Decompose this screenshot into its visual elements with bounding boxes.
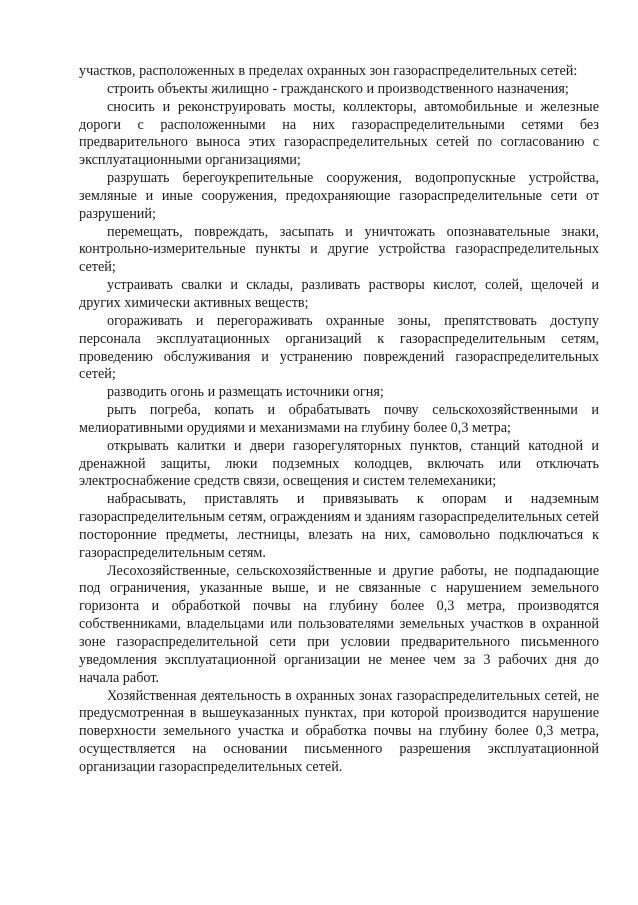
paragraph-fire: разводить огонь и размещать источники огня; (107, 384, 384, 401)
paragraph-continuation: участков, расположенных в пределах охранных зон газораспределительных сетей: (79, 63, 578, 79)
paragraph-dumps: устраивать свалки и склады, разливать растворы кислот, солей, щелочей и других химически активных веществ; (79, 277, 599, 311)
paragraph-demolish-bridges: сносить и реконструировать мосты, коллекторы, автомобильные и железные дороги с расположенными на них газораспределительными сетями без предварительного выноса этих газораспределительных сетей по согласованию с эксплуатационными организациями; (79, 98, 599, 169)
paragraph-economic-activity: Хозяйственная деятельность в охранных зонах газораспределительных сетей, не предусмотренная в вышеуказанных пунктах, при которой производится нарушение поверхности земельного участка и обработка почвы на глубину более 0,3 метра, осуществляется на основании письменного разрешения эксплуатационной организации газораспределительных сетей. (79, 687, 599, 775)
paragraph-build-objects: строить объекты жилищно - гражданского и производственного назначения; (107, 80, 569, 97)
paragraph-destroy-structures: разрушать берегоукрепительные сооружения, водопропускные устройства, земляные и иные сооружения, предохраняющие газораспределительные сети от разрушений; (79, 170, 599, 222)
paragraph-attach-objects: набрасывать, приставлять и привязывать к опорам и надземным газораспределительным сетям, ограждениям и зданиям газораспределительных сетей посторонние предметы, лестницы, влезать на них, самовольно подключаться к газораспределительным сетям. (79, 491, 599, 561)
paragraph-forestry-works: Лесохозяйственные, сельскохозяйственные и другие работы, не подпадающие под ограничения, указанные выше, и не связанные с нарушением земельного горизонта и обработкой почвы на глубину более 0,3 метра, производятся собственниками, владельцами или пользователями земельных участков в охранной зоне газораспределительной сети при условии предварительного письменного уведомления эксплуатационной организации не менее чем за 3 рабочих дня до начала работ. (79, 562, 599, 686)
paragraph-move-signs: перемещать, повреждать, засыпать и уничтожать опознавательные знаки, контрольно-измерительные пункты и другие устройства газораспределительных сетей; (79, 223, 599, 276)
paragraph-open-doors: открывать калитки и двери газорегуляторных пунктов, станций катодной и дренажной защиты, люки подземных колодцев, включать или отключать электроснабжение средств связи, освещения и систем телемеханики; (79, 437, 599, 490)
document-body (79, 63, 599, 777)
paragraph-digging: рыть погреба, копать и обрабатывать почву сельскохозяйственными и мелиоративными орудиями и механизмами на глубину более 0,3 метра; (79, 402, 599, 436)
paragraph-fencing: огораживать и перегораживать охранные зоны, препятствовать доступу персонала эксплуатационных организаций к газораспределительным сетям, проведению обслуживания и устранению повреждений газораспределительных сетей; (79, 312, 599, 383)
